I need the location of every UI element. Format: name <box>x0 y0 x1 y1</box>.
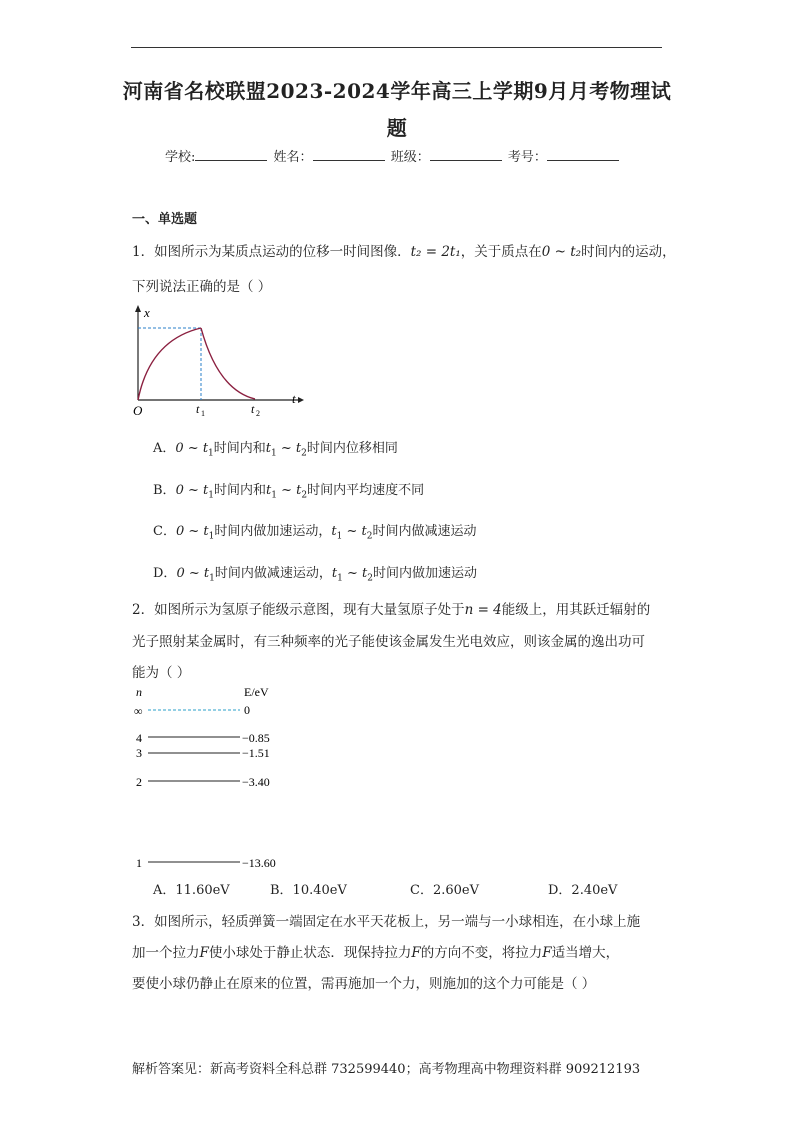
graph-curve-fall <box>201 328 255 399</box>
q3-stem-line-1: 3．如图所示，轻质弹簧一端固定在水平天花板上，另一端与一小球相连，在小球上施 <box>132 914 641 930</box>
school-blank[interactable] <box>195 148 267 161</box>
level-4-n: 4 <box>136 731 142 745</box>
class-blank[interactable] <box>430 148 502 161</box>
q1-option-a[interactable]: A．0 ~ $t_1$时间内和$t_1$ ~ $t_2$时间内位移相同 <box>153 441 398 459</box>
q1-stem-line-1 <box>132 240 676 260</box>
level-1-n: 1 <box>136 856 142 870</box>
level-3-n: 3 <box>136 746 142 760</box>
diagram-e-header: E/eV <box>244 685 269 699</box>
number-label: 考号： <box>507 150 547 165</box>
q1-option-d[interactable]: D．0 ~ $t_1$时间内做减速运动，$t_1$ ~ $t_2$时间内做加速运动 <box>153 566 477 584</box>
q3-stem-line-2: 加一个拉力F使小球处于静止状态．现保持拉力F的方向不变，将拉力F适当增大， <box>132 945 620 961</box>
graph-curve-rise <box>138 328 201 400</box>
q1-range: 0 ~ t₂ <box>541 244 582 260</box>
q2-answer-c[interactable]: C．2.60eV <box>410 883 479 898</box>
school-label: 学校: <box>165 150 196 165</box>
q2-stem-line-1: 2．如图所示为氢原子能级示意图，现有大量氢原子处于n = 4能级上，用其跃迁辐射的 <box>132 602 651 618</box>
graph-origin-label: O <box>133 403 143 418</box>
q3-stem-line-3: 要使小球仍静止在原来的位置，需再施加一个力，则施加的这个力可能是（ ） <box>132 976 596 992</box>
header-rule <box>131 47 662 48</box>
q1-text-a: 1．如图所示为某质点运动的位移一时间图像． <box>132 244 411 260</box>
q1-stem-line-2: 下列说法正确的是（ ） <box>132 279 272 295</box>
graph-t2-sub: 2 <box>256 409 260 418</box>
graph-t2-label: t <box>251 402 255 416</box>
graph-t1-sub: 1 <box>201 409 205 418</box>
q2-stem-line-2: 光子照射某金属时，有三种频率的光子能使该金属发生光电效应，则该金属的逸出功可 <box>132 634 645 650</box>
level-inf-n: ∞ <box>134 704 143 718</box>
level-4-e: −0.85 <box>242 731 270 745</box>
level-1-e: −13.60 <box>242 856 276 870</box>
q1-option-b[interactable]: B．0 ~ $t_1$时间内和$t_1$ ~ $t_2$时间内平均速度不同 <box>153 483 425 501</box>
q1-text-b: ，关于质点在 <box>460 244 542 260</box>
q2-answer-a[interactable]: A．11.60eV <box>153 883 230 898</box>
student-info <box>165 146 621 165</box>
q1-option-c[interactable]: C．0 ~ $t_1$时间内做加速运动，$t_1$ ~ $t_2$时间内做减速运动 <box>153 524 477 542</box>
q2-energy-level-diagram <box>130 682 290 870</box>
level-2-n: 2 <box>136 775 142 789</box>
section-heading: 一、单选题 <box>132 212 198 227</box>
title-line-2: 题 <box>386 116 408 140</box>
q2-answer-d[interactable]: D．2.40eV <box>548 883 618 898</box>
graph-t-arrow <box>298 397 304 403</box>
graph-t1-label: t <box>196 402 200 416</box>
title-line-1: 河南省名校联盟2023-2024学年高三上学期9月月考物理试 <box>122 79 672 103</box>
q2-condition: n = 4 <box>464 602 502 618</box>
q1-condition: t₂ = 2t₁ <box>410 244 461 260</box>
q2-stem-line-3: 能为（ ） <box>132 665 191 681</box>
diagram-n-header: n <box>136 685 142 699</box>
graph-x-arrow <box>135 305 141 312</box>
graph-y-label: x <box>144 305 150 320</box>
level-3-e: −1.51 <box>242 746 270 760</box>
q1-displacement-time-graph <box>128 300 308 422</box>
footer-note: 解析答案见：新高考资料全科总群 732599440；高考物理高中物理资料群 909212193 <box>132 1062 641 1077</box>
name-label: 姓名： <box>273 150 313 165</box>
name-blank[interactable] <box>313 148 385 161</box>
q1-text-c: 时间内的运动， <box>581 244 676 260</box>
level-inf-e: 0 <box>244 703 250 717</box>
number-blank[interactable] <box>547 148 619 161</box>
q2-answer-b[interactable]: B．10.40eV <box>270 883 347 898</box>
level-2-e: −3.40 <box>242 775 270 789</box>
class-label: 班级： <box>390 150 430 165</box>
graph-x-label: t <box>292 391 296 406</box>
